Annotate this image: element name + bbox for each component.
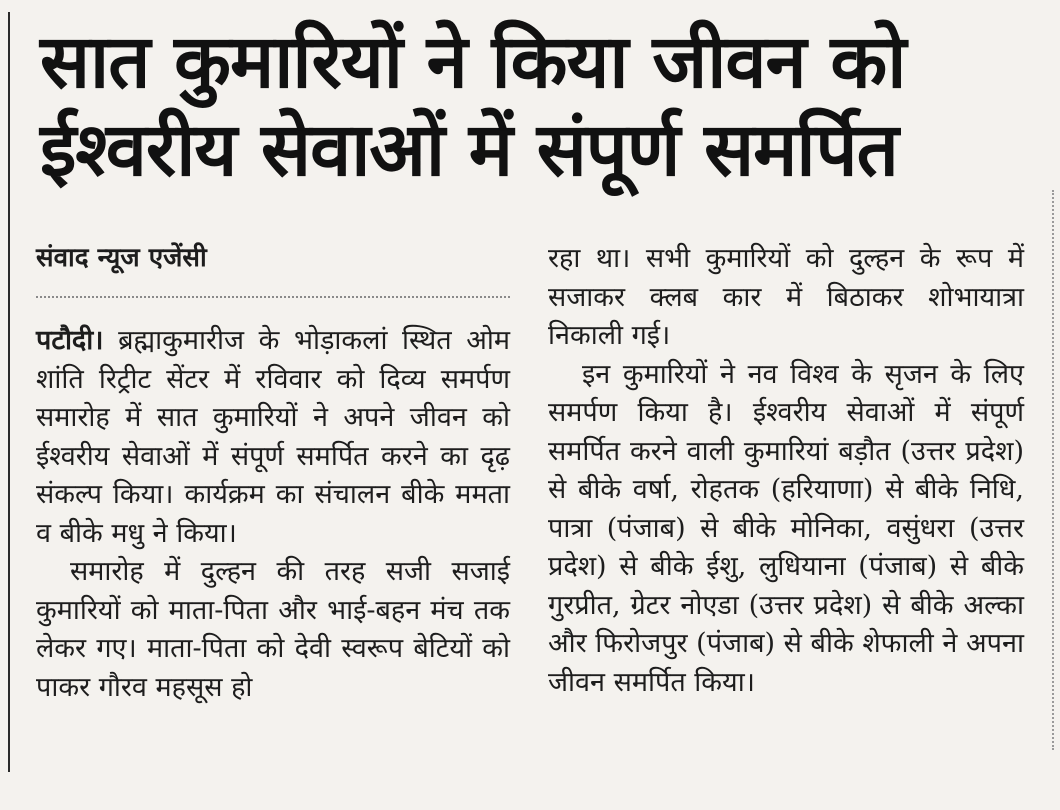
dateline: पटौदी। [36, 325, 104, 356]
article-column-left [36, 232, 510, 707]
headline-line-2: ईश्वरीय सेवाओं में संपूर्ण समर्पित [40, 107, 898, 193]
headline [40, 18, 1040, 194]
headline-line-1: सात कुमारियों ने किया जीवन को [40, 19, 906, 105]
column-rule-left [0, 12, 10, 772]
paragraph-1 [36, 322, 510, 553]
byline-divider [36, 296, 510, 298]
article-column-right [548, 240, 1024, 702]
column-rule-right [1052, 190, 1060, 750]
paragraph-3: इन कुमारियों ने नव विश्व के सृजन के लिए समर्पण किया है। ईश्वरीय सेवाओं में संपूर्ण समर्पित करने वाली कुमारियां बड़ौत (उत्तर प्रदेश) से बीके वर्षा, रोहतक (हरियाणा) से बीके निधि, पात्रा (पंजाब) से बीके मोनिका, वसुंधरा (उत्तर प्रदेश) से बीके ईशु, लुधियाना (पंजाब) से बीके गुरप्रीत, ग्रेटर नोएडा (उत्तर प्रदेश) से बीके अल्का और फिरोजपुर (पंजाब) से बीके शेफाली ने अपना जीवन समर्पित किया। [548, 358, 1024, 698]
byline: संवाद न्यूज एजेंसी [36, 243, 207, 273]
paragraph-2: समारोह में दुल्हन की तरह सजी सजाई कुमारियों को माता-पिता और भाई-बहन मंच तक लेकर गए। माता-पिता को देवी स्वरूप बेटियों को पाकर गौरव महसूस हो [36, 556, 510, 703]
paragraph-1-text: ब्रह्माकुमारीज के भोड़ाकलां स्थित ओम शांति रिट्रीट सेंटर में रविवार को दिव्य समर्पण समारोह में सात कुमारियों ने अपने जीवन को ईश्वरीय सेवाओं में संपूर्ण समर्पित करने का दृढ़ संकल्प किया। कार्यक्रम का संचालन बीके ममता व बीके मधु ने किया। [36, 325, 510, 549]
paragraph-2-continued: रहा था। सभी कुमारियों को दुल्हन के रूप में सजाकर क्लब कार में बिठाकर शोभायात्रा निकाली गई। [548, 243, 1024, 351]
